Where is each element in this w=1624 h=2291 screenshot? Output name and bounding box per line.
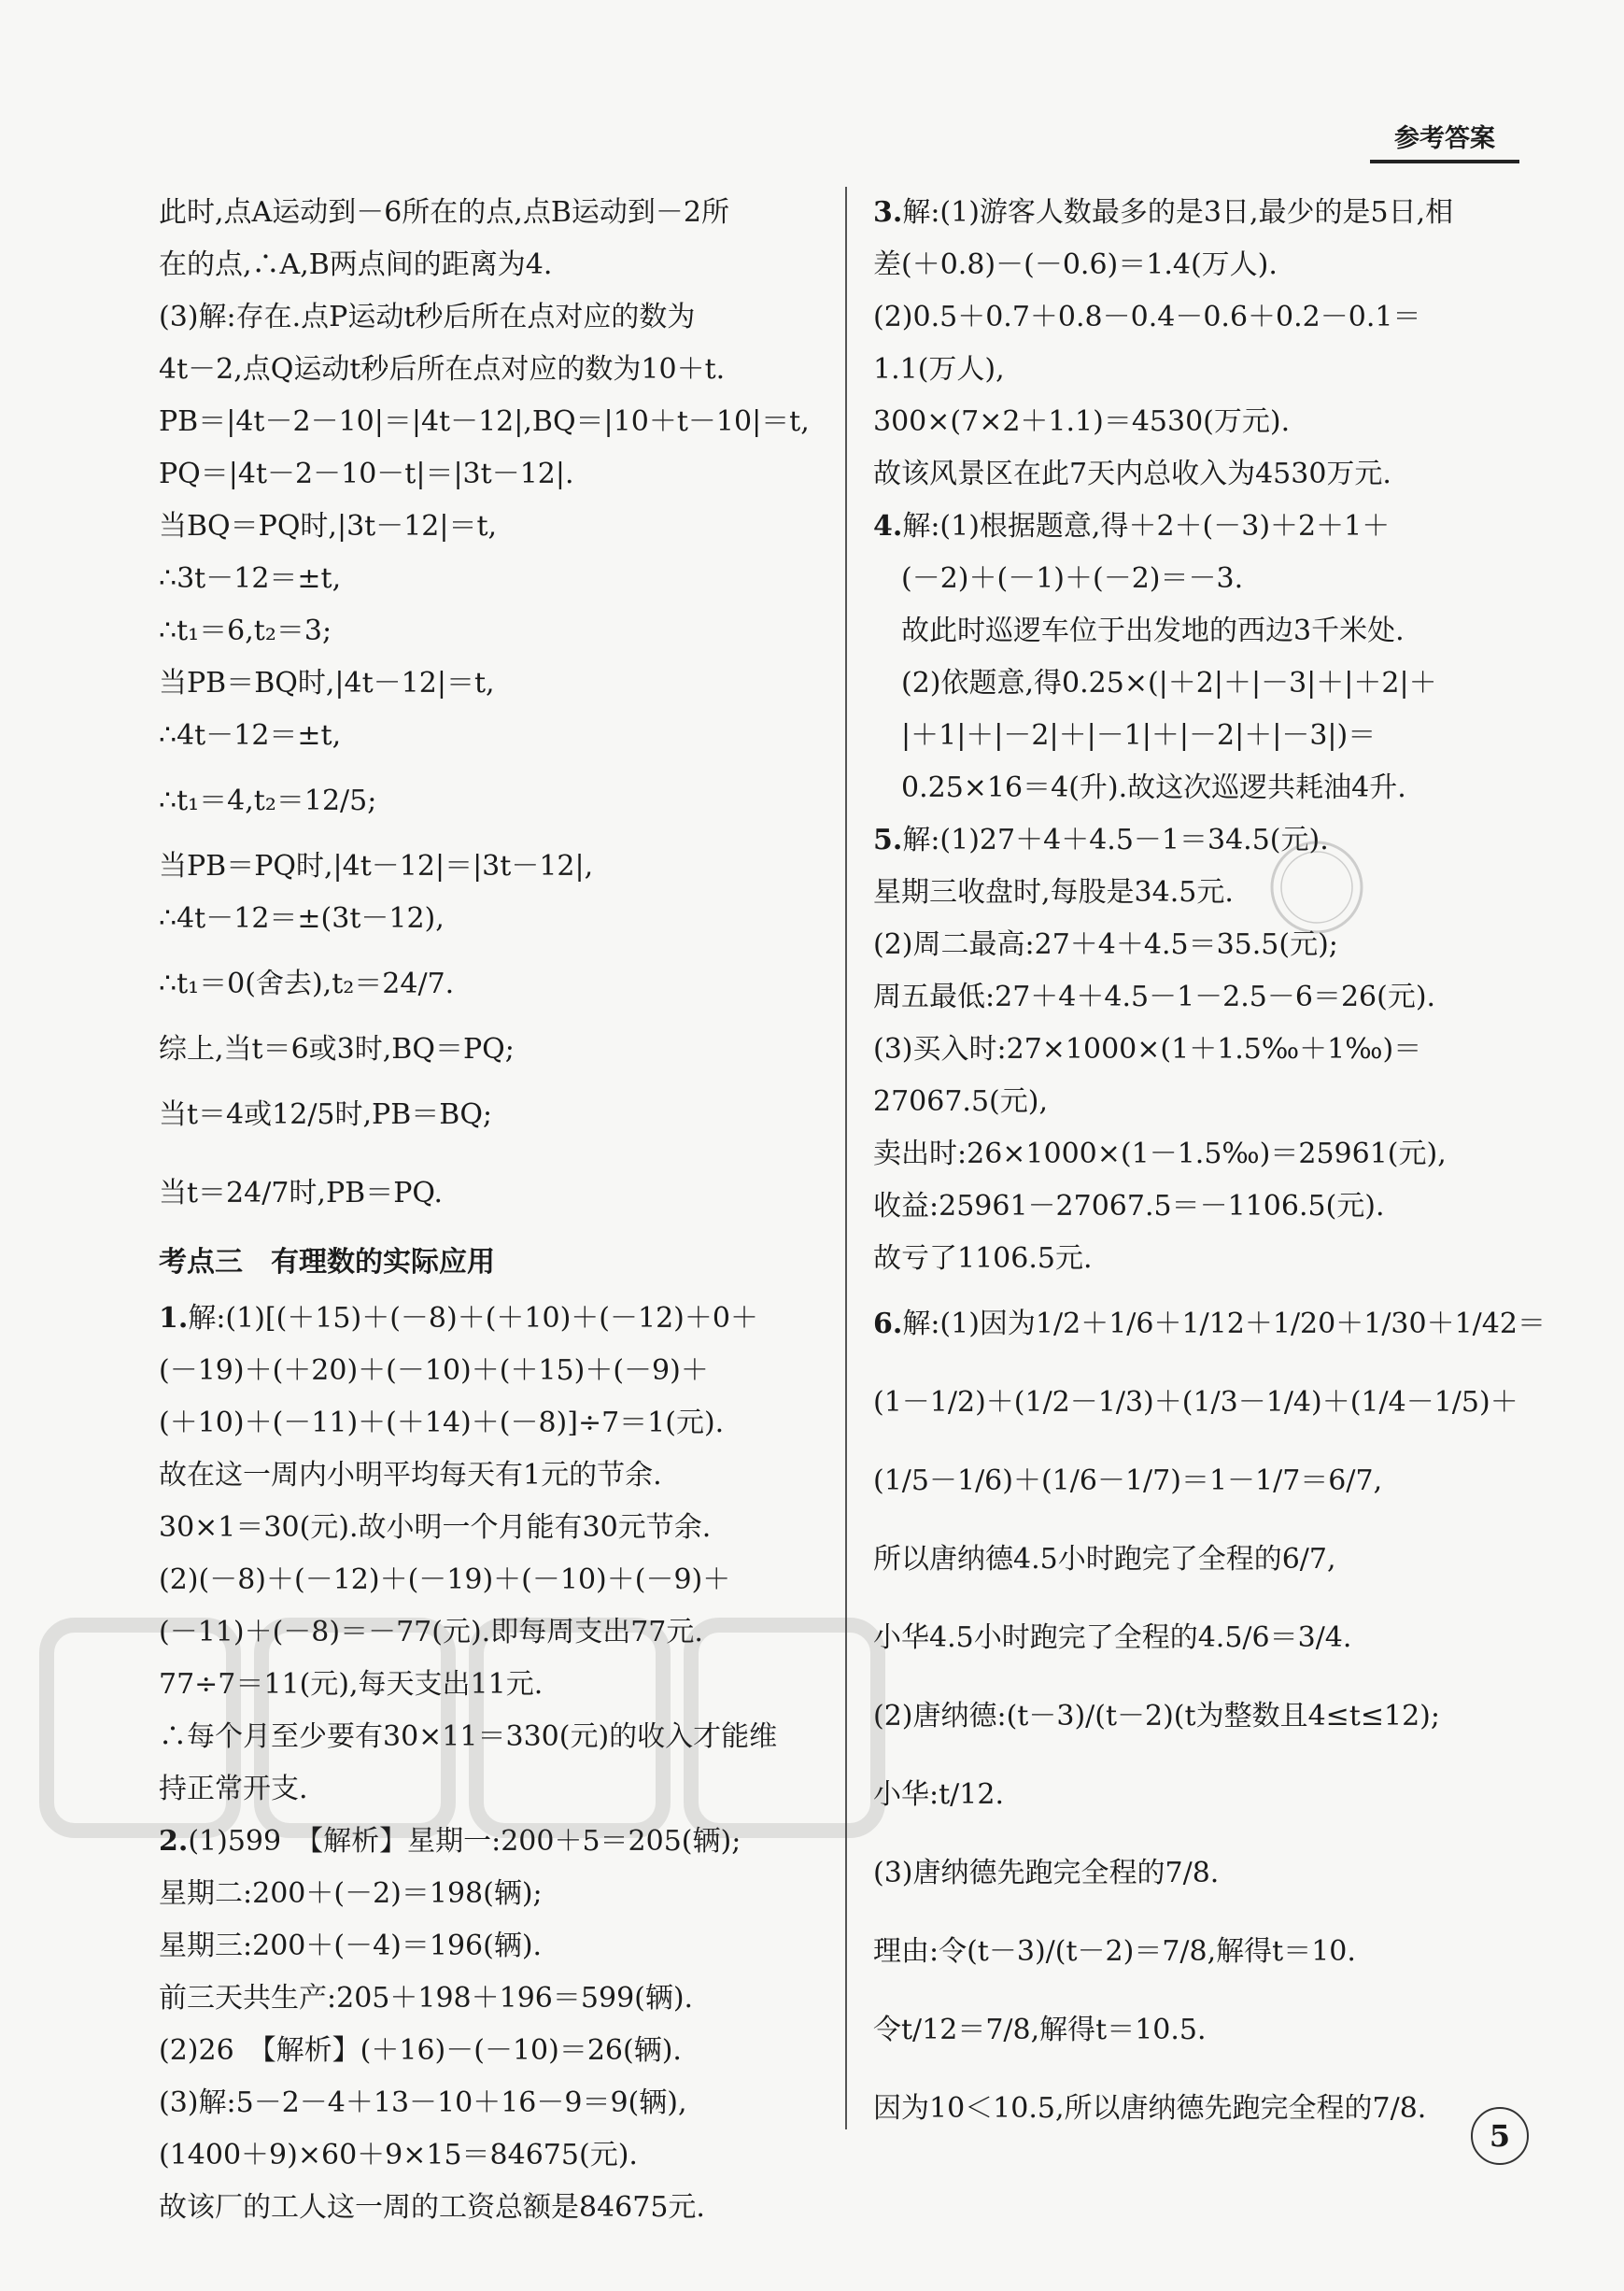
answer-line: 故该风景区在此7天内总收入为4530万元. xyxy=(873,458,1391,490)
answer-line: 故该厂的工人这一周的工资总额是84675元. xyxy=(159,2191,705,2224)
answer-line: 2.(1)599 【解析】星期一:200＋5＝205(辆); xyxy=(159,1825,741,1858)
answer-line: (2)26 【解析】(＋16)－(－10)＝26(辆). xyxy=(159,2034,682,2067)
answer-line: 30×1＝30(元).故小明一个月能有30元节余. xyxy=(159,1511,712,1544)
left-column xyxy=(159,187,826,2234)
answer-line: (2)0.5＋0.7＋0.8－0.4－0.6＋0.2－0.1＝ xyxy=(873,301,1421,333)
answer-line: 小华:t/12. xyxy=(873,1778,1004,1811)
page-number: 5 xyxy=(1471,2107,1529,2165)
answer-line: 综上,当t＝6或3时,BQ＝PQ; xyxy=(159,1033,515,1066)
answer-line: ∴t₁＝0(舍去),t₂＝24/7. xyxy=(159,968,455,1000)
question-number: 2. xyxy=(159,1825,189,1858)
answer-line: (2)依题意,得0.25×(|＋2|＋|－3|＋|＋2|＋ xyxy=(873,667,1437,700)
answer-line: 300×(7×2＋1.1)＝4530(万元). xyxy=(873,405,1291,438)
answer-line: 此时,点A运动到－6所在的点,点B运动到－2所 xyxy=(159,196,729,229)
answer-line: (－2)＋(－1)＋(－2)＝－3. xyxy=(873,562,1244,595)
answer-line: 4.解:(1)根据题意,得＋2＋(－3)＋2＋1＋ xyxy=(873,510,1391,543)
answer-line: 77÷7＝11(元),每天支出11元. xyxy=(159,1668,544,1701)
question-number: 4. xyxy=(873,510,903,543)
answer-line: (3)买入时:27×1000×(1＋1.5‰＋1‰)＝ xyxy=(873,1033,1422,1066)
answer-line: (3)解:存在.点P运动t秒后所在点对应的数为 xyxy=(159,301,696,333)
question-number: 1. xyxy=(159,1302,189,1335)
answer-line: (2)周二最高:27＋4＋4.5＝35.5(元); xyxy=(873,928,1338,961)
answer-line: 当PB＝BQ时,|4t－12|＝t, xyxy=(159,667,495,700)
answer-line: 星期三:200＋(－4)＝196(辆). xyxy=(159,1930,543,1962)
answer-line: (2)(－8)＋(－12)＋(－19)＋(－10)＋(－9)＋ xyxy=(159,1563,731,1596)
answer-line: 在的点,∴A,B两点间的距离为4. xyxy=(159,248,553,281)
answer-line: 小华4.5小时跑完了全程的4.5/6＝3/4. xyxy=(873,1621,1352,1654)
answer-line: 故此时巡逻车位于出发地的西边3千米处. xyxy=(873,615,1405,647)
answer-line: PQ＝|4t－2－10－t|＝|3t－12|. xyxy=(159,458,574,490)
watermark-logo xyxy=(28,1588,915,1868)
answer-line: 当t＝4或12/5时,PB＝BQ; xyxy=(159,1098,493,1131)
answer-line: ∴每个月至少要有30×11＝330(元)的收入才能维 xyxy=(159,1720,778,1753)
answer-line: 持正常开支. xyxy=(159,1773,308,1805)
reference-answer-tag: 参考答案 xyxy=(1370,118,1519,163)
answer-line: (1/5－1/6)＋(1/6－1/7)＝1－1/7＝6/7, xyxy=(873,1464,1383,1497)
answer-line: PB＝|4t－2－10|＝|4t－12|,BQ＝|10＋t－10|＝t, xyxy=(159,405,810,438)
answer-line: 周五最低:27＋4＋4.5－1－2.5－6＝26(元). xyxy=(873,981,1436,1013)
answer-line: (－19)＋(＋20)＋(－10)＋(＋15)＋(－9)＋ xyxy=(159,1354,709,1387)
answer-line: 前三天共生产:205＋198＋196＝599(辆). xyxy=(159,1982,694,2015)
answer-line: 令t/12＝7/8,解得t＝10.5. xyxy=(873,2014,1207,2046)
answer-line: 卖出时:26×1000×(1－1.5‰)＝25961(元), xyxy=(873,1138,1447,1170)
answer-line: ∴4t－12＝±(3t－12), xyxy=(159,902,445,935)
answer-line: 因为10＜10.5,所以唐纳德先跑完全程的7/8. xyxy=(873,2092,1427,2125)
question-number: 5. xyxy=(873,824,903,856)
answer-line: (－11)＋(－8)＝－77(元).即每周支出77元. xyxy=(159,1616,703,1648)
answer-line: 所以唐纳德4.5小时跑完了全程的6/7, xyxy=(873,1543,1336,1576)
answer-line: (3)唐纳德先跑完全程的7/8. xyxy=(873,1857,1220,1889)
answer-line: 5.解:(1)27＋4＋4.5－1＝34.5(元). xyxy=(873,824,1329,856)
answer-line: 当BQ＝PQ时,|3t－12|＝t, xyxy=(159,510,498,543)
answer-line: 故亏了1106.5元. xyxy=(873,1242,1093,1275)
answer-line: 当PB＝PQ时,|4t－12|＝|3t－12|, xyxy=(159,850,594,883)
answer-line: 0.25×16＝4(升).故这次巡逻共耗油4升. xyxy=(873,771,1406,804)
answer-line: 27067.5(元), xyxy=(873,1085,1049,1118)
answer-line: (2)唐纳德:(t－3)/(t－2)(t为整数且4≤t≤12); xyxy=(873,1700,1440,1732)
answer-line: 1.1(万人), xyxy=(873,353,1005,386)
answer-line: (1400＋9)×60＋9×15＝84675(元). xyxy=(159,2139,638,2171)
answer-line: (1－1/2)＋(1/2－1/3)＋(1/3－1/4)＋(1/4－1/5)＋ xyxy=(873,1386,1518,1419)
answer-line: 理由:令(t－3)/(t－2)＝7/8,解得t＝10. xyxy=(873,1935,1356,1968)
answer-line: 当t＝24/7时,PB＝PQ. xyxy=(159,1177,444,1209)
answer-line: 差(＋0.8)－(－0.6)＝1.4(万人). xyxy=(873,248,1278,281)
section-heading: 考点三 有理数的实际应用 xyxy=(159,1246,495,1279)
answer-line: (＋10)＋(－11)＋(＋14)＋(－8)]÷7＝1(元). xyxy=(159,1407,725,1439)
question-number: 6. xyxy=(873,1308,903,1340)
answer-line: 星期二:200＋(－2)＝198(辆); xyxy=(159,1877,543,1910)
answer-line: |＋1|＋|－2|＋|－1|＋|－2|＋|－3|)＝ xyxy=(873,719,1377,752)
question-number: 3. xyxy=(873,196,903,229)
answer-line: ∴3t－12＝±t, xyxy=(159,562,342,595)
answer-line: (3)解:5－2－4＋13－10＋16－9＝9(辆), xyxy=(159,2086,687,2119)
answer-line: ∴t₁＝6,t₂＝3; xyxy=(159,615,332,647)
answer-line: ∴t₁＝4,t₂＝12/5; xyxy=(159,785,377,817)
answer-line: 6.解:(1)因为1/2＋1/6＋1/12＋1/20＋1/30＋1/42＝ xyxy=(873,1308,1546,1340)
answer-line: 3.解:(1)游客人数最多的是3日,最少的是5日,相 xyxy=(873,196,1454,229)
stamp-seal xyxy=(1265,836,1368,939)
right-column xyxy=(873,187,1546,2148)
answer-line: 星期三收盘时,每股是34.5元. xyxy=(873,876,1234,909)
answer-line: 收益:25961－27067.5＝－1106.5(元). xyxy=(873,1190,1385,1223)
answer-line: 1.解:(1)[(＋15)＋(－8)＋(＋10)＋(－12)＋0＋ xyxy=(159,1302,758,1335)
answer-line: 4t－2,点Q运动t秒后所在点对应的数为10＋t. xyxy=(159,353,726,386)
answer-line: 故在这一周内小明平均每天有1元的节余. xyxy=(159,1459,662,1492)
answer-line: ∴4t－12＝±t, xyxy=(159,719,342,752)
